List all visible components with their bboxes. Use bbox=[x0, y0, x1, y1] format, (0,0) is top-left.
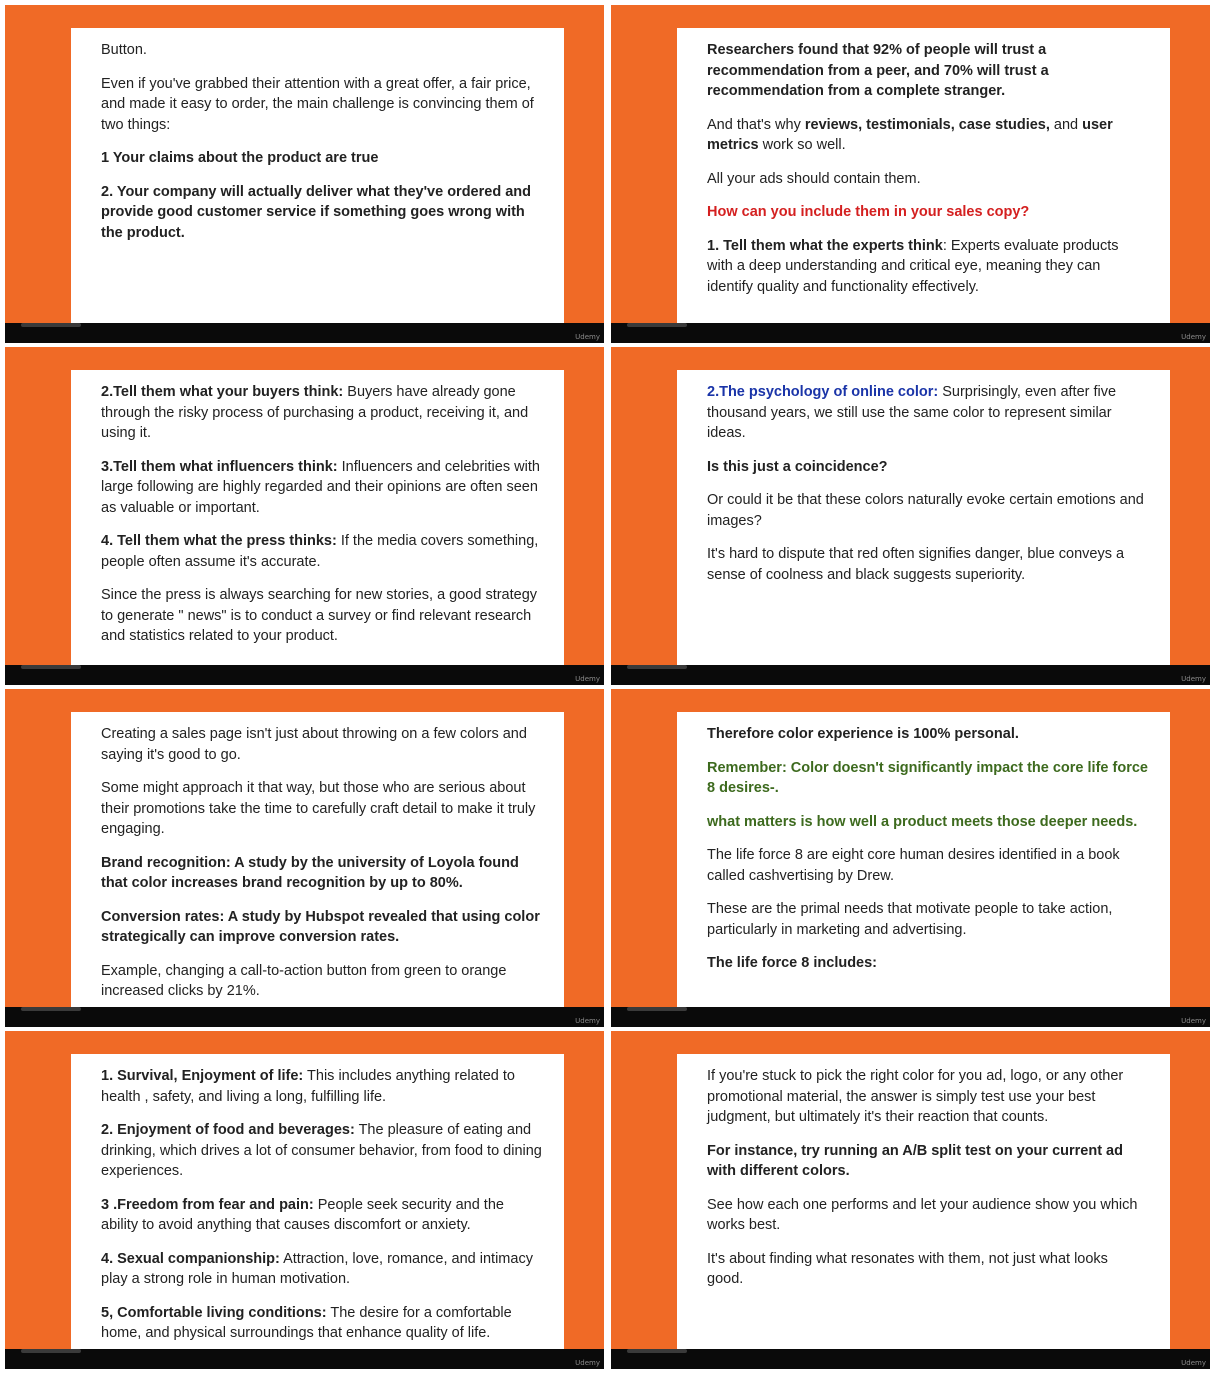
slide-text: The life force 8 includes: bbox=[707, 955, 878, 971]
slide-text: These are the primal needs that motivate people to take action, particularly in marketing and advertising. bbox=[707, 901, 1113, 938]
brand-watermark: Udemy bbox=[575, 1017, 600, 1025]
slide-text: And that's why reviews, testimonials, case studies, and user metrics work so well. bbox=[707, 116, 1113, 153]
player-controls[interactable] bbox=[21, 323, 81, 327]
slide-heading: How can you include them in your sales copy? bbox=[707, 204, 1030, 220]
slide-text: Example, changing a call-to-action button from green to orange increased clicks by 21%. bbox=[101, 962, 507, 999]
video-frame-3[interactable] bbox=[5, 347, 604, 685]
player-controls[interactable] bbox=[627, 1349, 687, 1353]
slide-text: 2.Tell them what your buyers think: Buyers have already gone through the risky process of purchasing a product, receiving it, and using it. bbox=[101, 384, 529, 441]
brand-watermark: Udemy bbox=[1181, 1359, 1206, 1367]
player-controls[interactable] bbox=[21, 1007, 81, 1011]
slide-text: See how each one performs and let your audience show you which works best. bbox=[707, 1196, 1138, 1233]
slide-text: 1 Your claims about the product are true bbox=[101, 150, 379, 166]
slide-text: All your ads should contain them. bbox=[707, 170, 921, 187]
slide-text: 1. Tell them what the experts think: Experts evaluate products with a deep understanding and critical eye, meaning they can identify quality and functionality effectively. bbox=[707, 237, 1119, 295]
video-frame-4[interactable] bbox=[611, 347, 1210, 685]
video-frame-7[interactable] bbox=[5, 1031, 604, 1369]
slide-text: 3.Tell them what influencers think: Influencers and celebrities with large following are highly regarded and their opinions are often seen as valuable or important. bbox=[101, 458, 540, 516]
video-control-bar[interactable] bbox=[611, 665, 1210, 685]
slide-1 bbox=[5, 5, 604, 323]
slide-text: Since the press is always searching for new stories, a good strategy to generate " news" is to conduct a survey or find relevant research and statistics related to your product. bbox=[101, 587, 538, 644]
player-controls[interactable] bbox=[21, 665, 81, 669]
video-control-bar[interactable] bbox=[611, 323, 1210, 343]
brand-watermark: Udemy bbox=[575, 1359, 600, 1367]
video-frame-6[interactable] bbox=[611, 689, 1210, 1027]
slide-card bbox=[677, 712, 1170, 1007]
video-control-bar[interactable] bbox=[611, 1007, 1210, 1027]
slide-text: If you're stuck to pick the right color for you ad, logo, or any other promotional material, the answer is simply test use your best judgment, but ultimately it's their reaction that counts. bbox=[707, 1068, 1124, 1125]
brand-watermark: Udemy bbox=[575, 333, 600, 341]
slide-5 bbox=[5, 689, 604, 1007]
slide-text: Brand recognition: A study by the university of Loyola found that color increases brand recognition by up to 80%. bbox=[101, 854, 519, 891]
video-control-bar[interactable] bbox=[5, 323, 604, 343]
slide-text: It's about finding what resonates with them, not just what looks good. bbox=[707, 1250, 1108, 1287]
slide-8 bbox=[611, 1031, 1210, 1349]
player-controls[interactable] bbox=[627, 323, 687, 327]
slide-7 bbox=[5, 1031, 604, 1349]
slide-text: The life force 8 are eight core human desires identified in a book called cashvertising by Drew. bbox=[707, 847, 1120, 884]
slide-text: 4. Tell them what the press thinks: If the media covers something, people often assume it's accurate. bbox=[101, 533, 539, 570]
video-frame-1[interactable] bbox=[5, 5, 604, 343]
slide-4 bbox=[611, 347, 1210, 665]
slide-2 bbox=[611, 5, 1210, 323]
slide-text: Remember: Color doesn't significantly impact the core life force 8 desires-. bbox=[707, 759, 1148, 796]
slide-text: Some might approach it that way, but those who are serious about their promotions take the time to carefully craft detail to make it truly engaging. bbox=[101, 780, 536, 837]
slide-text: It's hard to dispute that red often signifies danger, blue conveys a sense of coolness and black suggests superiority. bbox=[707, 546, 1125, 583]
slide-text: Researchers found that 92% of people will trust a recommendation from a peer, and 70% will trust a recommendation from a complete stranger. bbox=[707, 42, 1049, 99]
slide-text: what matters is how well a product meets those deeper needs. bbox=[707, 813, 1138, 830]
slide-text: Even if you've grabbed their attention with a great offer, a fair price, and made it easy to order, the main challenge is convincing them of two things: bbox=[101, 75, 534, 133]
slide-text: Conversion rates: A study by Hubspot revealed that using color strategically can improve conversion rates. bbox=[101, 908, 540, 945]
slide-text: Therefore color experience is 100% personal. bbox=[707, 726, 1019, 742]
slide-6 bbox=[611, 689, 1210, 1007]
slide-text: Creating a sales page isn't just about throwing on a few colors and saying it's good to go. bbox=[101, 726, 527, 763]
player-controls[interactable] bbox=[627, 665, 687, 669]
slide-text: 4. Sexual companionship: Attraction, love, romance, and intimacy play a strong role in human motivation. bbox=[101, 1250, 533, 1287]
slide-text: Is this just a coincidence? bbox=[707, 458, 888, 475]
player-controls[interactable] bbox=[627, 1007, 687, 1011]
video-control-bar[interactable] bbox=[611, 1349, 1210, 1369]
slide-text: 2. Your company will actually deliver what they've ordered and provide good customer service if something goes wrong with the product. bbox=[101, 183, 531, 241]
slide-text: 2. Enjoyment of food and beverages: The pleasure of eating and drinking, which drives a lot of consumer behavior, from food to dining experiences. bbox=[101, 1122, 542, 1179]
slide-card bbox=[677, 1054, 1170, 1349]
slide-card bbox=[71, 370, 564, 665]
slide-text: 5, Comfortable living conditions: The desire for a comfortable home, and physical surroundings that enhance quality of life. bbox=[101, 1304, 512, 1341]
slide-card bbox=[71, 1054, 564, 1349]
slide-text: 2.The psychology of online color: Surprisingly, even after five thousand years, we still use the same color to represent similar ideas. bbox=[707, 384, 1117, 441]
video-frame-5[interactable] bbox=[5, 689, 604, 1027]
player-controls[interactable] bbox=[21, 1349, 81, 1353]
video-frame-2[interactable] bbox=[611, 5, 1210, 343]
brand-watermark: Udemy bbox=[575, 675, 600, 683]
slide-text: For instance, try running an A/B split test on your current ad with different colors. bbox=[707, 1142, 1123, 1179]
video-control-bar[interactable] bbox=[5, 1349, 604, 1369]
slide-card bbox=[677, 28, 1170, 323]
slide-card bbox=[71, 712, 564, 1007]
slide-text: Or could it be that these colors naturally evoke certain emotions and images? bbox=[707, 492, 1144, 529]
video-control-bar[interactable] bbox=[5, 1007, 604, 1027]
slide-text: 3 .Freedom from fear and pain: People seek security and the ability to avoid anything that causes discomfort or anxiety. bbox=[101, 1196, 504, 1233]
brand-watermark: Udemy bbox=[1181, 675, 1206, 683]
slide-3 bbox=[5, 347, 604, 665]
brand-watermark: Udemy bbox=[1181, 1017, 1206, 1025]
slide-text: 1. Survival, Enjoyment of life: This includes anything related to health , safety, and living a long, fulfilling life. bbox=[101, 1068, 515, 1105]
slide-card bbox=[71, 28, 564, 323]
slide-card bbox=[677, 370, 1170, 665]
brand-watermark: Udemy bbox=[1181, 333, 1206, 341]
video-frame-8[interactable] bbox=[611, 1031, 1210, 1369]
slide-text: Button. bbox=[101, 42, 147, 58]
video-control-bar[interactable] bbox=[5, 665, 604, 685]
